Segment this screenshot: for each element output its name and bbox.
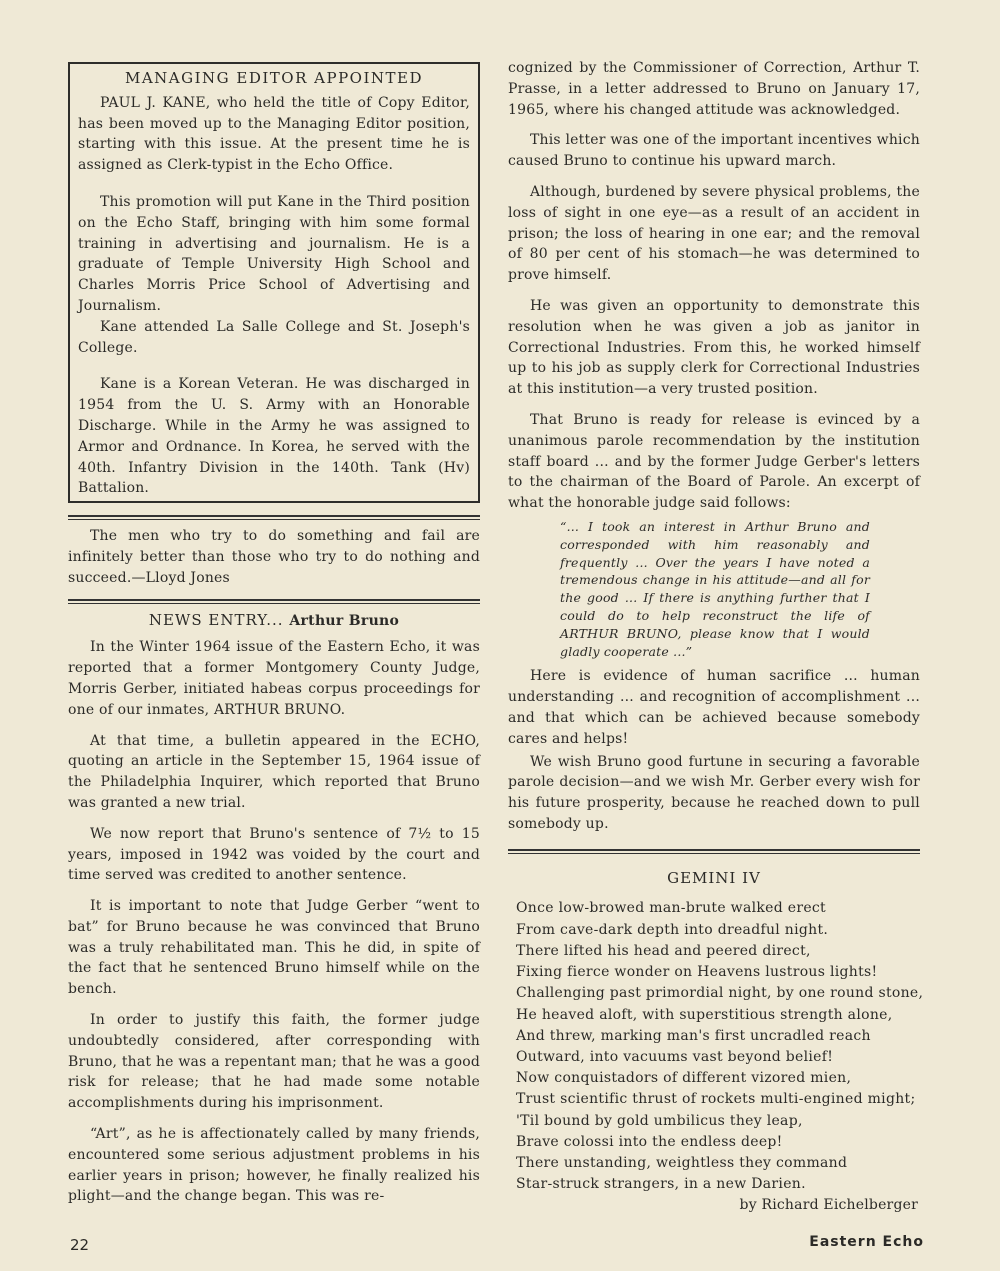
managing-editor-paragraph: Kane attended La Salle College and St. Joseph's College.	[78, 318, 470, 356]
poem-title: GEMINI IV	[667, 868, 761, 887]
news-paragraph: cognized by the Commissioner of Correction, Arthur T. Prasse, in a letter addressed to Bruno on January 17, 1965, where his changed attitude was acknowledged.	[508, 60, 920, 118]
managing-editor-paragraph: Kane is a Korean Veteran. He was discharged in 1954 from the U. S. Army with an Honorable Discharge. While in the Army he was assigned to Armor and Ordnance. In Korea, he served with the 40th. Infantry Division in the 140th. Tank (Hv) Battalion.	[78, 376, 470, 497]
news-paragraph: In the Winter 1964 issue of the Eastern Echo, it was reported that a former Montgomery County Judge, Morris Gerber, initiated habeas corpus proceedings for one of our inmates, ARTHUR BRUNO.	[68, 639, 480, 718]
poem-line: Outward, into vacuums vast beyond belief!	[516, 1048, 834, 1065]
poem-line: Star-struck strangers, in a new Darien.	[516, 1176, 806, 1193]
news-entry-subject: Arthur Bruno	[289, 612, 400, 629]
poem-line: Brave colossi into the endless deep!	[516, 1133, 783, 1150]
managing-editor-paragraph: This promotion will put Kane in the Third position on the Echo Staff, bringing with him some formal training in advertising and journalism. He is a graduate of Temple University High School and Charles Morris Price School of Advertising and Journalism.	[78, 193, 470, 314]
poem-line: Now conquistadors of different vizored mien,	[516, 1070, 852, 1087]
news-paragraph: Here is evidence of human sacrifice ... human understanding ... and recognition of accomplishment ... and that which can be achieved because somebody cares and helps!	[508, 668, 920, 747]
page-number: 22	[70, 1236, 90, 1254]
publication-name: Eastern Echo	[809, 1234, 924, 1250]
poem-line: Challenging past primordial night, by one round stone,	[516, 985, 924, 1002]
gerber-letter-excerpt: “... I took an interest in Arthur Bruno and corresponded with him reasonably and frequently ... Over the years I have noted a tremendous change in his attitude—and all for the good ... If there is anything further that I could do to help reconstruct the life of ARTHUR BRUNO, please know that I would gladly cooperate ...”	[560, 518, 870, 659]
news-entry-label: NEWS ENTRY...	[148, 610, 284, 629]
section-divider	[68, 599, 480, 604]
news-paragraph: We now report that Bruno's sentence of 7½ to 15 years, imposed in 1942 was voided by the court and time served was credited to another sentence.	[68, 825, 480, 884]
news-paragraph: In order to justify this faith, the former judge undoubtedly considered, after corresponding with Bruno, that he was a repentant man; that he was a good risk for release; that he had made some notable accomplishments during his imprisonment.	[68, 1012, 480, 1112]
poem-byline: by Richard Eichelberger	[739, 1197, 918, 1214]
poem-line: There unstanding, weightless they command	[516, 1154, 848, 1171]
poem-line: Once low-browed man-brute walked erect	[516, 900, 826, 917]
news-paragraph: We wish Bruno good furtune in securing a favorable parole decision—and we wish Mr. Gerber every wish for his future prosperity, because he reached down to pull somebody up.	[508, 753, 920, 832]
poem-line: And threw, marking man's first uncradled reach	[516, 1027, 871, 1044]
poem-line: Trust scientific thrust of rockets multi-engined might;	[516, 1091, 916, 1108]
managing-editor-box	[68, 62, 480, 503]
managing-editor-paragraph: PAUL J. KANE, who held the title of Copy Editor, has been moved up to the Managing Editor position, starting with this issue. At the present time he is assigned as Clerk-typist in the Echo Office.	[78, 94, 470, 174]
poem-line: He heaved aloft, with superstitious strength alone,	[516, 1006, 893, 1023]
news-paragraph: Although, burdened by severe physical problems, the loss of sight in one eye—as a result of an accident in prison; the loss of hearing in one ear; and the removal of 80 per cent of his stomach—he was determined to prove himself.	[508, 183, 920, 284]
left-column	[68, 62, 480, 1217]
poem-body	[508, 898, 924, 1195]
lloyd-jones-quote: The men who try to do something and fail are infinitely better than those who try to do nothing and succeed.—Lloyd Jones	[68, 528, 480, 586]
news-paragraph: At that time, a bulletin appeared in the ECHO, quoting an article in the September 15, 1964 issue of the Philadelphia Inquirer, which reported that Bruno was granted a new trial.	[68, 732, 480, 811]
news-paragraph: “Art”, as he is affectionately called by many friends, encountered some serious adjustment problems in his earlier years in prison; however, he finally realized his plight—and the change began. This was re-	[68, 1126, 480, 1205]
managing-editor-title: MANAGING EDITOR APPOINTED	[124, 69, 424, 87]
news-paragraph: That Bruno is ready for release is evinced by a unanimous parole recommendation by the institution staff board ... and by the former Judge Gerber's letters to the chairman of the Board of Parole. An excerpt of what the honorable judge said follows:	[508, 411, 920, 512]
news-paragraph: He was given an opportunity to demonstrate this resolution when he was given a job as janitor in Correctional Industries. From this, he worked himself up to his job as supply clerk for Correctional Industries at this institution—a very trusted position.	[508, 297, 920, 398]
news-paragraph: It is important to note that Judge Gerber “went to bat” for Bruno because he was convinced that Bruno was a truly rehabilitated man. This he did, in spite of the fact that he sentenced Bruno himself while on the bench.	[68, 898, 480, 998]
poem-line: 'Til bound by gold umbilicus they leap,	[516, 1112, 803, 1129]
news-entry-heading	[68, 610, 480, 632]
poem-line: From cave-dark depth into dreadful night.	[516, 921, 829, 938]
news-paragraph: This letter was one of the important incentives which caused Bruno to continue his upward march.	[508, 132, 920, 170]
poem-line: There lifted his head and peered direct,	[516, 942, 811, 959]
section-divider	[68, 515, 480, 520]
right-column	[508, 58, 924, 1216]
poem-line: Fixing fierce wonder on Heavens lustrous lights!	[516, 964, 878, 981]
section-divider	[508, 849, 920, 854]
